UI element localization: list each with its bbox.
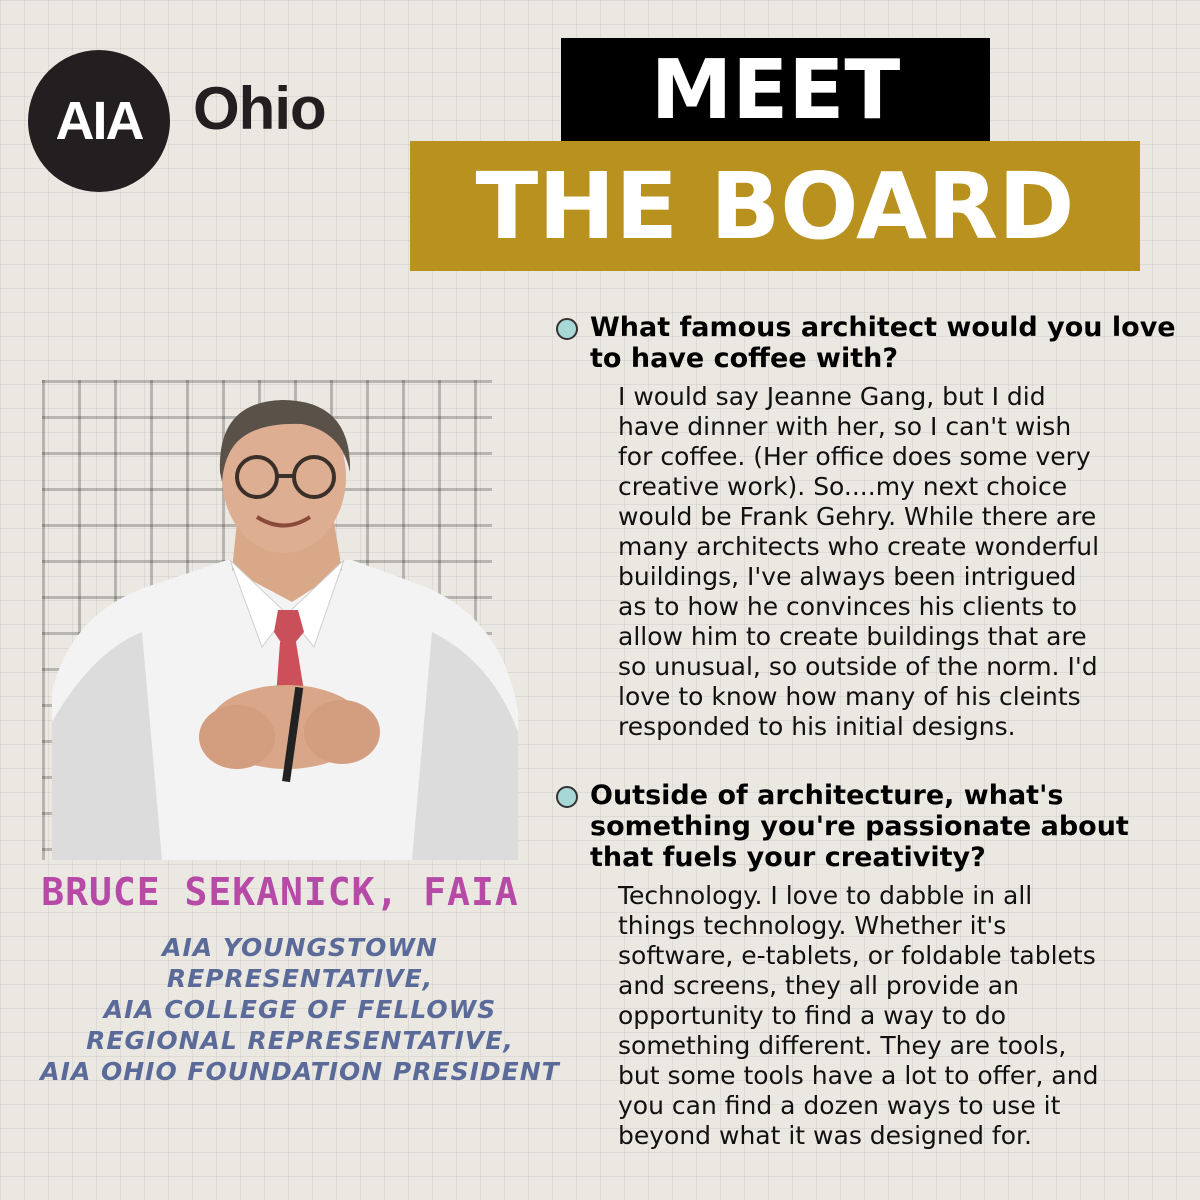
answer-2 — [618, 881, 1176, 1151]
bullet-circle-icon — [556, 318, 578, 340]
person-title-line: AIA OHIO FOUNDATION PRESIDENT — [40, 1057, 560, 1086]
person-title-line: AIA COLLEGE OF FELLOWS — [103, 995, 497, 1024]
answer-line: allow him to create buildings that are — [618, 622, 1087, 651]
person-name: BRUCE SEKANICK, FAIA — [41, 870, 519, 914]
answer-line: opportunity to find a way to do — [618, 1001, 1007, 1030]
title-the-board: THE BOARD — [410, 141, 1140, 271]
answer-line: responded to his initial designs. — [618, 712, 1016, 741]
answer-line: I would say Jeanne Gang, but I did — [618, 382, 1046, 411]
question-2: Outside of architecture, what's something you're passionate about that fuels your creativity? — [590, 780, 1129, 873]
answer-line: love to know how many of his cleints — [618, 682, 1081, 711]
aia-logo-icon — [28, 50, 170, 192]
person-title-line: REGIONAL REPRESENTATIVE, — [86, 1026, 514, 1055]
answer-line: buildings, I've always been intrigued — [618, 562, 1077, 591]
person-titles — [0, 932, 600, 1087]
answer-line: creative work). So....my next choice — [618, 472, 1068, 501]
answer-line: so unusual, so outside of the norm. I'd — [618, 652, 1098, 681]
answer-line: something different. They are tools, — [618, 1031, 1067, 1060]
answer-line: and screens, they all provide an — [618, 971, 1019, 1000]
answer-1 — [618, 382, 1176, 742]
answer-line: you can find a dozen ways to use it — [618, 1091, 1061, 1120]
answer-line: software, e-tablets, or foldable tablets — [618, 941, 1096, 970]
qa-item-1 — [556, 312, 1176, 742]
answer-line: have dinner with her, so I can't wish — [618, 412, 1072, 441]
qa-item-2 — [556, 780, 1176, 1151]
answer-line: would be Frank Gehry. While there are — [618, 502, 1097, 531]
portrait-photo — [52, 392, 518, 860]
person-title-line: AIA YOUNGSTOWN — [162, 933, 438, 962]
answer-line: Technology. I love to dabble in all — [618, 881, 1033, 910]
person-title-line: REPRESENTATIVE, — [166, 964, 434, 993]
title-meet: MEET — [561, 38, 990, 142]
answer-line: many architects who create wonderful — [618, 532, 1100, 561]
bullet-circle-icon — [556, 786, 578, 808]
logo-region-text: Ohio — [193, 75, 326, 142]
answer-line: beyond what it was designed for. — [618, 1121, 1032, 1150]
answer-line: for coffee. (Her office does some very — [618, 442, 1091, 471]
answer-line: as to how he convinces his clients to — [618, 592, 1078, 621]
answer-line: things technology. Whether it's — [618, 911, 1007, 940]
answer-line: but some tools have a lot to offer, and — [618, 1061, 1099, 1090]
portrait-illustration — [52, 392, 518, 860]
question-1: What famous architect would you love to have coffee with? — [590, 312, 1176, 374]
logo-mark-text: AIA — [55, 91, 143, 151]
